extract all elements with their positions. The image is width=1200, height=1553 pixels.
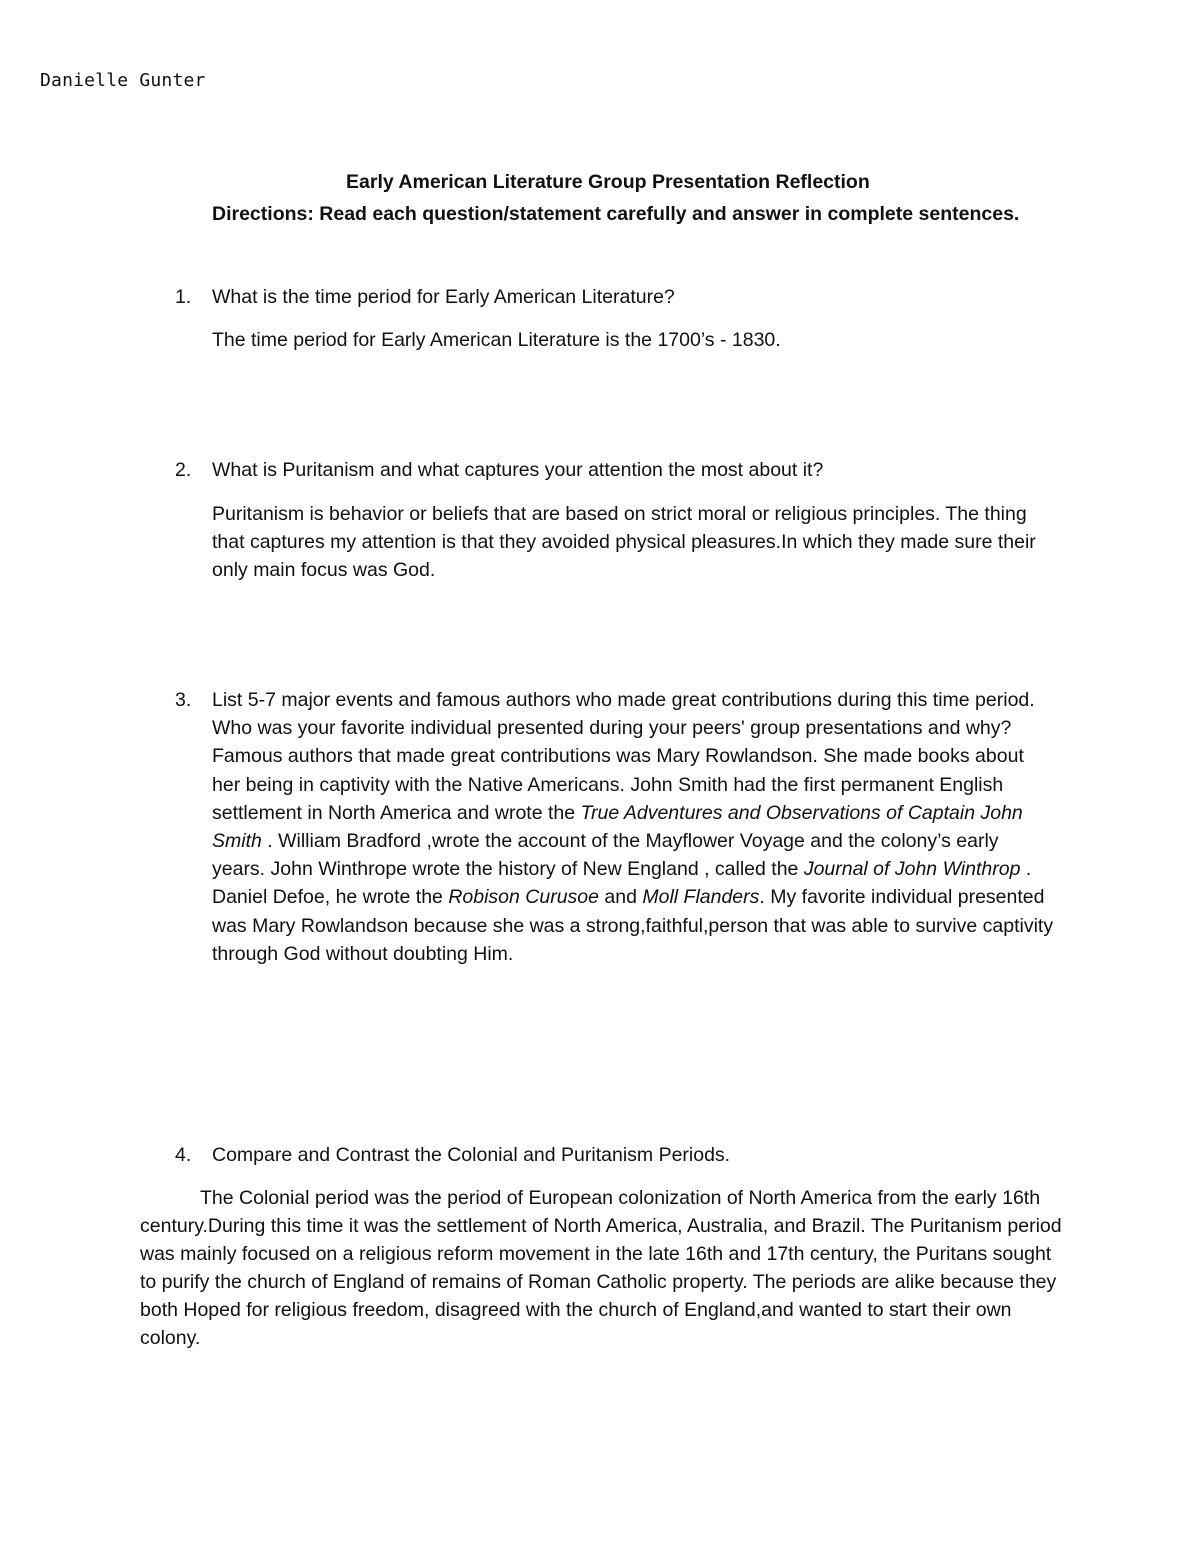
book-title-moll-flanders: Moll Flanders [642, 886, 760, 909]
answer-2: Puritanism is behavior or beliefs that are based on strict moral or religious principles. The thing that captures my attention is that they avoided physical pleasures.In which they made sure their only main focus was God. [212, 503, 1036, 582]
question-4 [175, 1141, 1075, 1169]
answer-4: The Colonial period was the period of European colonization of North America from the early 16th century.During this time it was the settlement of North America, Australia, and Brazil. The Puritanism period was mainly focused on a religious reform movement in the late 16th and 17th century, the Puritans sought to purify the church of England of remains of Roman Catholic property. The periods are alike because they both Hoped for religious freedom, disagreed with the church of England,and wanted to start their own colony. [140, 1187, 1062, 1350]
text-segment: and [598, 886, 643, 909]
text-segment: List 5-7 major events and famous authors who made great contributions during this time period. Who was your favorite individual presented during your peers' group presentations and why? Famous authors that made great contributions was Mary Rowlandson. She made books about her being in captivity with the Native Americans. John Smith had the first permanent English settlement in North America and wrote the [212, 689, 1035, 824]
text-segment: . Daniel Defoe, he wrote the [212, 858, 1032, 909]
question-text: What is Puritanism and what captures your attention the most about it? [212, 459, 824, 481]
book-title-winthrop: Journal of John Winthrop [803, 858, 1021, 881]
text-segment: . William Bradford ,wrote the account of the Mayflower Voyage and the colony’s early years. John Winthrope wrote the history of New England , called the [212, 830, 999, 881]
book-title-robison-curusoe: Robison Curusoe [448, 886, 599, 909]
answer-1: The time period for Early American Literature is the 1700’s - 1830. [212, 329, 781, 351]
author-name: Danielle Gunter [40, 70, 206, 91]
question-3-body [212, 686, 1057, 968]
question-2 [175, 456, 1075, 484]
question-number: 3. [175, 689, 192, 711]
question-3 [175, 686, 1075, 968]
question-text: Compare and Contrast the Colonial and Puritanism Periods. [212, 1144, 731, 1166]
question-text: What is the time period for Early American Literature? [212, 286, 675, 308]
question-1 [175, 283, 1075, 311]
question-number: 4. [175, 1144, 192, 1166]
question-number: 1. [175, 286, 192, 308]
directions: Directions: Read each question/statement carefully and answer in complete sentences. [212, 203, 1020, 225]
document-title: Early American Literature Group Presentation Reflection [346, 171, 870, 193]
question-number: 2. [175, 459, 192, 481]
text-segment: . My favorite individual presented was Mary Rowlandson because she was a strong,faithful,person that was able to survive captivity through God without doubting Him. [212, 886, 1054, 965]
book-title-smith: True Adventures and Observations of Captain John Smith [212, 801, 1023, 853]
